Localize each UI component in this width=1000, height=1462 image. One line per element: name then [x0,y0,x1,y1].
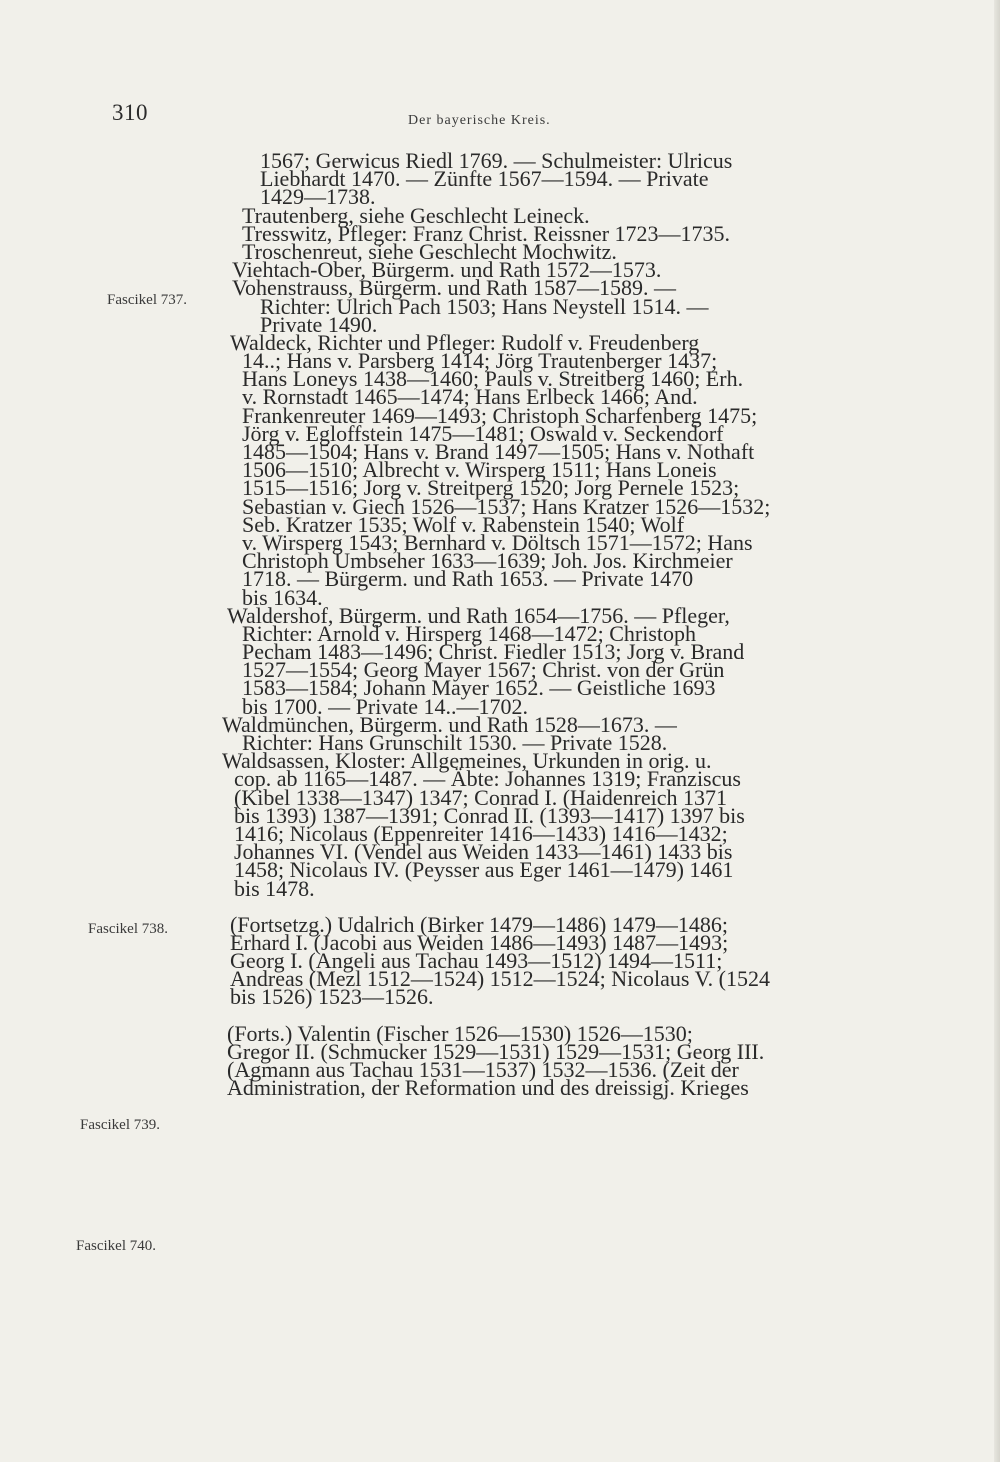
text-line: 1567; Gerwicus Riedl 1769. — Schulmeister: Ulricus [260,148,733,173]
text-line: bis 1634. [242,584,323,610]
text-line: Administration, der Reformation und des dreissigj. Krieges [227,1075,749,1101]
text-line: Richter: Hans Grunschilt 1530. — Private 1528. [242,730,668,755]
text-line: (Kibel 1338—1347) 1347; Conrad I. (Haidenreich 1371 [234,784,728,810]
text-line: bis 1478. [234,875,315,901]
margin-note-fascikel-740: Fascikel 740. [76,1238,156,1254]
text-line: 1506—1510; Albrecht v. Wirsperg 1511; Hans Loneis [242,457,717,483]
text-line: Christoph Umbseher 1633—1639; Joh. Jos. Kirchmeier [242,548,733,574]
text-line: 1416; Nicolaus (Eppenreiter 1416—1433) 1416—1432; [234,820,728,846]
entry-troschenreut: Troschenreut, siehe Geschlecht Mochwitz. [242,238,617,264]
text-line: Pecham 1483—1496; Christ. Fiedler 1513; Jorg v. Brand [242,639,745,665]
text-line: 1718. — Bürgerm. und Rath 1653. — Private 1470 [242,566,694,592]
text-line: cop. ab 1165—1487. — Äbte: Johannes 1319; Franziscus [234,766,741,792]
text-line: 1429—1738. [260,184,376,210]
text-line: (Agmann aus Tachau 1531—1537) 1532—1536. (Zeit der [227,1057,739,1082]
margin-note-fascikel-739: Fascikel 739. [80,1117,160,1133]
text-line: v. Rornstadt 1465—1474; Hans Erlbeck 1466; And. [242,384,698,410]
entry-waldeck: Waldeck, Richter und Pfleger: Rudolf v. Freudenberg [230,329,700,355]
entry-vohenstrauss: Vohenstrauss, Bürgerm. und Rath 1587—1589. — [232,275,677,301]
text-line: (Fortsetzg.) Udalrich (Birker 1479—1486) 1479—1486; [230,911,728,937]
entry-trautenberg: Trautenberg, siehe Geschlecht Leineck. [242,202,590,228]
text-line: 1515—1516; Jorg v. Streitperg 1520; Jorg Pernele 1523; [242,475,740,501]
margin-note-fascikel-738: Fascikel 738. [88,921,168,937]
text-line: v. Wirsperg 1543; Bernhard v. Döltsch 1571—1572; Hans [242,529,753,555]
text-line: Frankenreuter 1469—1493; Christoph Scharfenberg 1475; [242,402,758,428]
main-text [222,148,847,1101]
entry-waldsassen: Waldsassen, Kloster: Allgemeines, Urkunden in orig. u. [222,748,712,774]
text-line: 1583—1584; Johann Mayer 1652. — Geistliche 1693 [242,675,716,701]
text-line: Jörg v. Egloffstein 1475—1481; Oswald v. Seckendorf [242,420,724,446]
text-line: Richter: Arnold v. Hirsperg 1468—1472; Christoph [242,620,697,646]
text-line: Hans Loneys 1438—1460; Pauls v. Streitberg 1460; Erh. [242,366,744,392]
entry-viehtach-ober: Viehtach-Ober, Bürgerm. und Rath 1572—1573. [232,257,662,283]
entry-waldershof: Waldershof, Bürgerm. und Rath 1654—1756. — Pfleger, [227,602,730,628]
text-line: Andreas (Mezl 1512—1524) 1512—1524; Nicolaus V. (1524 [230,966,770,992]
text-line: bis 1526) 1523—1526. [230,984,434,1010]
text-line: 1527—1554; Georg Mayer 1567; Christ. von der Grün [242,657,725,683]
page-edge [994,0,1000,1462]
margin-note-fascikel-737: Fascikel 737. [107,292,187,308]
running-title: Der bayerische Kreis. [408,113,551,128]
text-line: Seb. Kratzer 1535; Wolf v. Rabenstein 1540; Wolf [242,511,685,537]
text-line: Richter: Ulrich Pach 1503; Hans Neystell 1514. — [260,293,709,319]
text-line: 1485—1504; Hans v. Brand 1497—1505; Hans v. Nothaft [242,439,755,464]
text-line: Sebastian v. Giech 1526—1537; Hans Kratzer 1526—1532; [242,493,771,519]
text-line: Johannes VI. (Vendel aus Weiden 1433—1461) 1433 bis [234,839,733,865]
text-line: Private 1490. [260,311,378,337]
text-line: bis 1700. — Private 14..—1702. [242,693,528,719]
text-line: Liebhardt 1470. — Zünfte 1567—1594. — Private [260,166,709,192]
entry-tresswitz: Tresswitz, Pfleger: Franz Christ. Reissner 1723—1735. [242,220,731,246]
text-line: Erhard I. (Jacobi aus Weiden 1486—1493) 1487—1493; [230,929,729,955]
page-number: 310 [112,100,148,125]
text-line: bis 1393) 1387—1391; Conrad II. (1393—1417) 1397 bis [234,802,745,828]
entry-waldmuenchen: Waldmünchen, Bürgerm. und Rath 1528—1673. — [222,711,677,737]
text-line: 1458; Nicolaus IV. (Peysser aus Eger 1461—1479) 1461 [234,857,734,883]
text-line: 14..; Hans v. Parsberg 1414; Jörg Trautenberger 1437; [242,348,718,374]
text-line: Gregor II. (Schmucker 1529—1531) 1529—1531; Georg III. [227,1038,765,1064]
text-line: Georg I. (Angeli aus Tachau 1493—1512) 1494—1511; [230,948,723,974]
text-line: (Forts.) Valentin (Fischer 1526—1530) 1526—1530; [227,1020,693,1046]
